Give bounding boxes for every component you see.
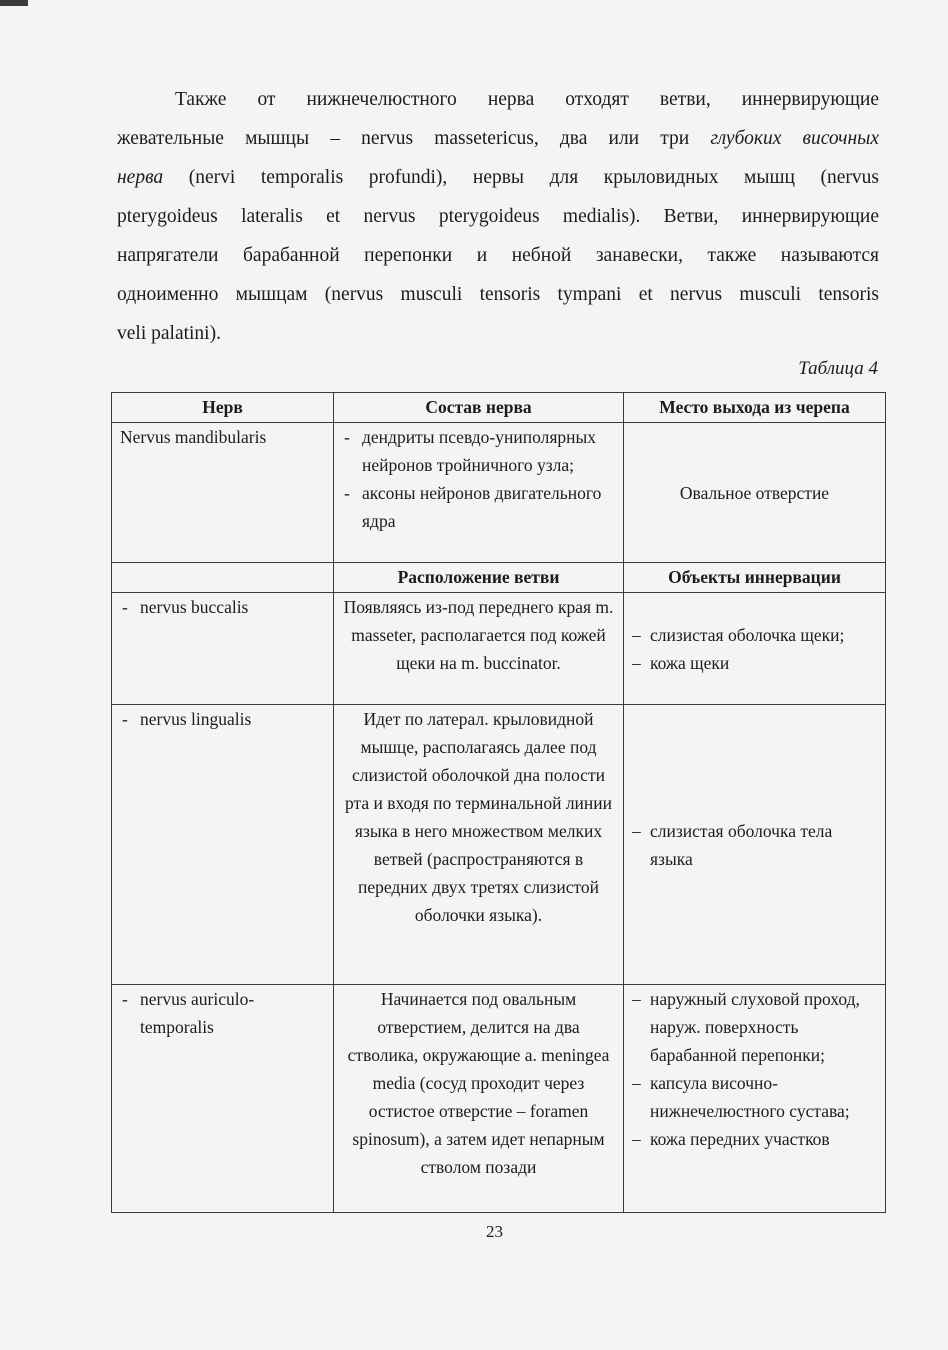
paragraph-line: veli palatini). bbox=[117, 323, 221, 344]
header-nerve: Нерв bbox=[112, 393, 334, 423]
cell-location: Появляясь из-под переднего края m. masseter, располагается под кожей щеки на m. buccinator. bbox=[334, 593, 624, 705]
list-item: – наружный слуховой проход, наруж. поверхность барабанной перепонки; bbox=[632, 985, 877, 1069]
cell-nerve: - nervus buccalis bbox=[112, 593, 334, 705]
nerve-table bbox=[111, 392, 886, 1213]
table-row bbox=[112, 705, 886, 985]
table-row bbox=[112, 593, 886, 705]
cell-nerve: - nervus auriculo-temporalis bbox=[112, 985, 334, 1213]
table-header-row bbox=[112, 393, 886, 423]
cell-targets bbox=[624, 985, 886, 1213]
page-number: 23 bbox=[486, 1222, 503, 1241]
paragraph-line: Также от нижнечелюстного нерва отходят ветви, иннервирующие bbox=[175, 89, 879, 110]
list-item: – слизистая оболочка тела языка bbox=[632, 817, 877, 873]
cell-location: Идет по латерал. крыловидной мышце, располагаясь далее под слизистой оболочкой дна полости рта и входя по терминальной линии языка в него множеством мелких ветвей (распространяются в передних двух третях слизистой оболочки языка). bbox=[334, 705, 624, 985]
cell-nerve: - nervus lingualis bbox=[112, 705, 334, 985]
table-subheader-row bbox=[112, 563, 886, 593]
header-exit: Место выхода из черепа bbox=[624, 393, 886, 423]
cell-exit: Овальное отверстие bbox=[624, 423, 886, 563]
cell-nerve: Nervus mandibularis bbox=[112, 423, 334, 563]
table-row bbox=[112, 423, 886, 563]
paragraph-line: нерва (nervi temporalis profundi), нервы для крыловидных мышц (nervus bbox=[117, 167, 879, 188]
paragraph-line: pterygoideus lateralis et nervus pterygoideus medialis). Ветви, иннервирующие bbox=[117, 206, 879, 227]
table-caption: Таблица 4 bbox=[798, 358, 878, 379]
subheader-location: Расположение ветви bbox=[334, 563, 624, 593]
scan-edge-mark bbox=[0, 0, 28, 6]
subheader-empty bbox=[112, 563, 334, 593]
italic-term: глубоких височных bbox=[710, 128, 880, 149]
list-item: – капсула височно-нижнечелюстного сустава; bbox=[632, 1069, 877, 1125]
list-item: – кожа щеки bbox=[632, 649, 877, 677]
cell-targets bbox=[624, 705, 886, 985]
table-row bbox=[112, 985, 886, 1213]
paragraph-line: напрягатели барабанной перепонки и небной занавески, также называются bbox=[117, 245, 879, 266]
cell-composition bbox=[334, 423, 624, 563]
list-item: – кожа передних участков bbox=[632, 1125, 877, 1153]
cell-location: Начинается под овальным отверстием, делится на два стволика, окружающие a. meningea media (сосуд проходит через остистое отверстие – foramen spinosum), а затем идет непарным стволом позади bbox=[334, 985, 624, 1213]
italic-term: нерва bbox=[117, 167, 164, 188]
paragraph-line: жевательные мышцы – nervus massetericus, два или три глубоких височных bbox=[117, 128, 880, 149]
list-item: – слизистая оболочка щеки; bbox=[632, 621, 877, 649]
header-composition: Состав нерва bbox=[334, 393, 624, 423]
subheader-targets: Объекты иннервации bbox=[624, 563, 886, 593]
paragraph-line: одноименно мышцам (nervus musculi tensoris tympani et nervus musculi tensoris bbox=[117, 284, 879, 305]
cell-targets bbox=[624, 593, 886, 705]
body-paragraph bbox=[117, 80, 879, 353]
list-item: - дендриты псевдо-униполярных нейронов тройничного узла; bbox=[342, 423, 615, 479]
list-item: - аксоны нейронов двигательного ядра bbox=[342, 479, 615, 535]
